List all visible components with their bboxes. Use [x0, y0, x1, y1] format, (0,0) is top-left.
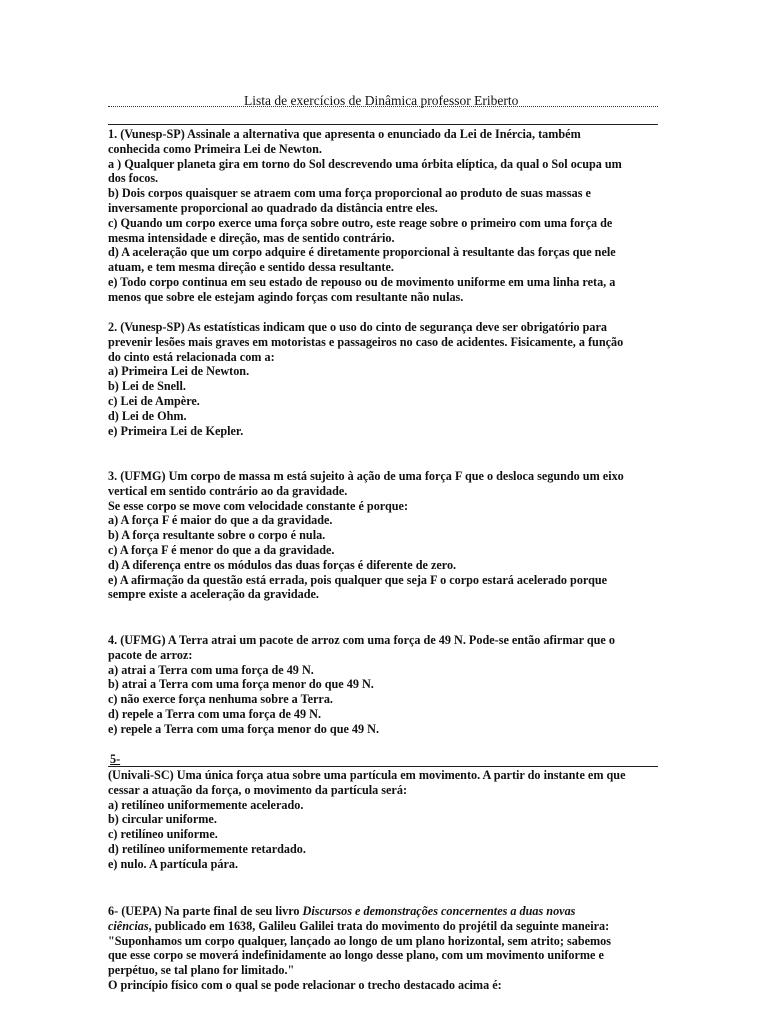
q1-line: c) Quando um corpo exerce uma força sobre outro, este reage sobre o primeiro com uma força de [108, 215, 613, 230]
question-4 [108, 633, 660, 737]
q5-line: d) retilíneo uniformemente retardado. [108, 841, 306, 856]
q4-line: a) atrai a Terra com uma força de 49 N. [108, 662, 314, 677]
q3-line: b) A força resultante sobre o corpo é nula. [108, 528, 326, 543]
q5-line: a) retilíneo uniformemente acelerado. [108, 797, 304, 812]
q2-line: e) Primeira Lei de Kepler. [108, 423, 244, 438]
q4-line: 4. (UFMG) A Terra atrai um pacote de arroz com uma força de 49 N. Pode-se então afirmar que o [108, 633, 615, 647]
q5-line: b) circular uniforme. [108, 812, 217, 827]
q6-line: que esse corpo se moverá indefinidamente ao longo desse plano, com um movimento uniforme e [108, 948, 604, 963]
question-5-number: 5- [110, 752, 121, 766]
question-1 [108, 127, 660, 305]
q3-line: vertical em sentido contrário ao da gravidade. [108, 483, 348, 498]
q4-line: e) repele a Terra com uma força menor do que 49 N. [108, 721, 380, 736]
question-5-rule [108, 766, 658, 767]
question-3 [108, 469, 660, 602]
q1-line: menos que sobre ele estejam agindo forças com resultante não nulas. [108, 289, 464, 304]
q2-line: c) Lei de Ampère. [108, 393, 200, 408]
q6-line: perpétuo, se tal plano for limitado." [108, 963, 295, 978]
q2-line: b) Lei de Snell. [108, 379, 186, 394]
q6-line: "Suponhamos um corpo qualquer, lançado ao longo de um plano horizontal, sem atrito; sabemos [108, 933, 612, 948]
q3-line: Se esse corpo se move com velocidade constante é porque: [108, 498, 409, 513]
document-title: Lista de exercícios de Dinâmica professor Eriberto [244, 93, 519, 108]
title-rule [108, 124, 658, 125]
q3-line: 3. (UFMG) Um corpo de massa m está sujeito à ação de uma força F que o desloca segundo um eixo [108, 469, 624, 483]
q6-book-title: Discursos e demonstrações concernentes a duas novas [302, 904, 576, 918]
q1-line: d) A aceleração que um corpo adquire é diretamente proporcional à resultante das forças que nele [108, 245, 616, 260]
q3-line: d) A diferença entre os módulos das duas forças é diferente de zero. [108, 557, 457, 572]
q6-line [108, 919, 660, 934]
q2-line: do cinto está relacionada com a: [108, 349, 275, 364]
q6-line [108, 904, 660, 919]
question-2 [108, 320, 660, 438]
q1-line: a ) Qualquer planeta gira em torno do Sol descrevendo uma órbita elíptica, da qual o Sol ocupa um [108, 156, 622, 171]
q4-line: pacote de arroz: [108, 647, 193, 662]
q3-line: c) A força F é menor do que a da gravidade. [108, 542, 335, 557]
q5-line: e) nulo. A partícula pára. [108, 856, 239, 871]
q5-line: cessar a atuação da força, o movimento da partícula será: [108, 782, 407, 797]
q1-line: b) Dois corpos quaisquer se atraem com uma força proporcional ao produto de suas massas e [108, 186, 591, 201]
q1-line: 1. (Vunesp-SP) Assinale a alternativa que apresenta o enunciado da Lei de Inércia, também [108, 127, 581, 141]
q6-line2-text: , publicado em 1638, Galileu Galilei trata do movimento do projétil da seguinte maneira: [148, 918, 610, 933]
q2-line: 2. (Vunesp-SP) As estatísticas indicam que o uso do cinto de segurança deve ser obrigatório para [108, 320, 608, 334]
title-block [108, 92, 658, 110]
q1-line: atuam, e tem mesma direção e sentido dessa resultante. [108, 260, 394, 275]
q3-line: sempre existe a aceleração da gravidade. [108, 587, 319, 602]
question-6 [108, 904, 660, 993]
q1-line: conhecida como Primeira Lei de Newton. [108, 141, 322, 156]
q5-line: c) retilíneo uniforme. [108, 827, 218, 842]
q1-line: e) Todo corpo continua em seu estado de repouso ou de movimento uniforme em uma linha reta, a [108, 274, 616, 289]
q1-line: dos focos. [108, 171, 159, 186]
q2-line: d) Lei de Ohm. [108, 408, 187, 423]
q2-line: prevenir lesões mais graves em motoristas e passageiros no caso de acidentes. Fisicamente, a função [108, 334, 624, 349]
title-dotted-rule [108, 106, 658, 107]
q6-book-title-end: ciências [108, 918, 149, 933]
q4-line: c) não exerce força nenhuma sobre a Terra. [108, 692, 333, 707]
q6-line: O princípio físico com o qual se pode relacionar o trecho destacado acima é: [108, 977, 502, 992]
q4-line: b) atrai a Terra com uma força menor do que 49 N. [108, 677, 374, 692]
q6-line1-text: 6- (UEPA) Na parte final de seu livro [108, 904, 303, 918]
q3-line: e) A afirmação da questão está errada, pois qualquer que seja F o corpo estará acelerado porque [108, 572, 608, 587]
q1-line: inversamente proporcional ao quadrado da distância entre eles. [108, 200, 438, 215]
q3-line: a) A força F é maior do que a da gravidade. [108, 513, 333, 528]
question-5 [108, 768, 660, 872]
q5-line: (Univali-SC) Uma única força atua sobre uma partícula em movimento. A partir do instante em que [108, 768, 626, 782]
q4-line: d) repele a Terra com uma força de 49 N. [108, 706, 322, 721]
q2-line: a) Primeira Lei de Newton. [108, 364, 250, 379]
q1-line: mesma intensidade e direção, mas de sentido contrário. [108, 230, 395, 245]
